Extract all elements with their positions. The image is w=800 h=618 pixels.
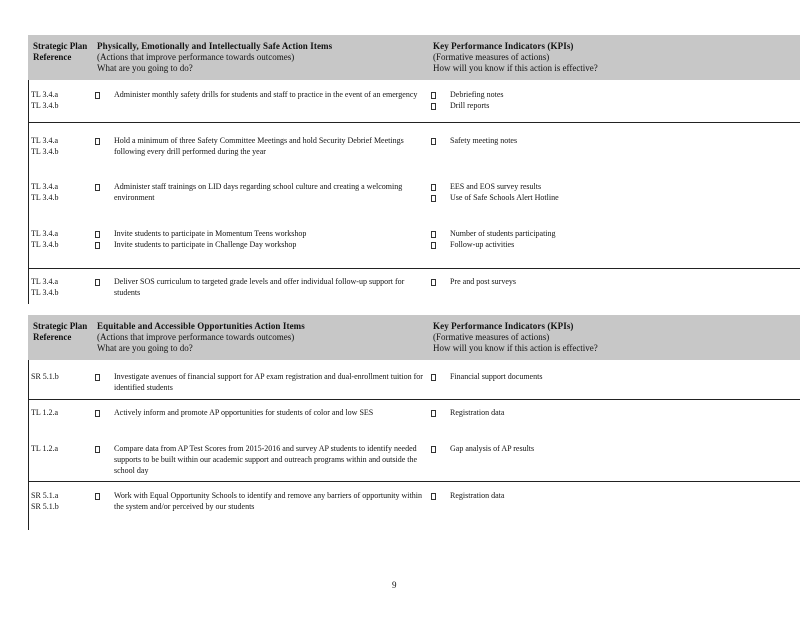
ref-text: TL 1.2.a <box>31 408 59 417</box>
bullet-icon <box>95 490 101 501</box>
kpi-item <box>431 490 681 501</box>
action-item <box>95 490 425 512</box>
action-text: Invite students to participate in Momentum Teens workshop <box>114 229 307 238</box>
safety-action-table <box>28 35 800 297</box>
row-refs <box>31 228 58 250</box>
row-actions <box>95 371 425 393</box>
table-left-border <box>28 360 29 530</box>
bullet-icon <box>431 443 437 454</box>
action-item <box>95 239 425 250</box>
table-header <box>28 35 800 80</box>
header-actions <box>97 41 397 74</box>
header-ref: Strategic Plan Reference <box>33 321 88 342</box>
action-text: Work with Equal Opportunity Schools to identify and remove any barriers of opportunity within the system and/or perceived by our students <box>114 491 422 511</box>
kpi-text: Gap analysis of AP results <box>450 444 535 453</box>
row-actions <box>95 181 425 203</box>
action-text: Administer monthly safety drills for students and staff to practice in the event of an emergency <box>114 90 418 99</box>
kpi-item <box>431 239 681 250</box>
equity-action-table <box>28 315 800 511</box>
row-kpis <box>431 490 681 501</box>
kpi-text: Drill reports <box>450 101 490 110</box>
action-text: Deliver SOS curriculum to targeted grade levels and offer individual follow-up support for students <box>114 277 405 297</box>
kpi-text: Number of students participating <box>450 229 556 238</box>
ref-text: TL 3.4.b <box>31 193 59 202</box>
bullet-icon <box>95 443 101 454</box>
row-kpis <box>431 443 681 454</box>
row-divider <box>28 268 800 269</box>
kpi-text: Debriefing notes <box>450 90 504 99</box>
kpi-item <box>431 276 681 287</box>
kpi-item <box>431 407 681 418</box>
kpi-item <box>431 181 681 192</box>
kpi-item <box>431 192 681 203</box>
ref-text: TL 3.4.b <box>31 147 59 156</box>
bullet-icon <box>95 239 101 250</box>
action-text: Compare data from AP Test Scores from 2015-2016 and survey AP students to identify needed supports to be built within our academic support and outreach programs within and outside the school day <box>114 444 418 475</box>
kpi-item <box>431 89 681 100</box>
header-title: Physically, Emotionally and Intellectually Safe Action Items <box>97 41 333 51</box>
row-divider <box>28 481 800 482</box>
bullet-icon <box>431 239 437 250</box>
row-refs <box>31 276 58 298</box>
bullet-icon <box>95 181 101 192</box>
page-number: 9 <box>392 580 397 590</box>
header-ref: Strategic Plan Reference <box>33 41 88 62</box>
bullet-icon <box>95 407 101 418</box>
bullet-icon <box>431 490 437 501</box>
header-kpi-title: Key Performance Indicators (KPIs) <box>433 321 574 331</box>
bullet-icon <box>431 100 437 111</box>
kpi-text: EES and EOS survey results <box>450 182 542 191</box>
row-kpis <box>431 89 681 111</box>
bullet-icon <box>95 135 101 146</box>
ref-text: TL 3.4.b <box>31 240 59 249</box>
header-question: What are you going to do? <box>97 343 193 353</box>
header-kpi-title: Key Performance Indicators (KPIs) <box>433 41 574 51</box>
table-header <box>28 315 800 360</box>
row-kpis <box>431 181 681 203</box>
action-item <box>95 407 425 418</box>
row-actions <box>95 276 425 298</box>
kpi-item <box>431 443 681 454</box>
header-kpi <box>433 41 633 74</box>
ref-text: TL 1.2.a <box>31 444 59 453</box>
row-actions <box>95 407 425 418</box>
kpi-item <box>431 135 681 146</box>
bullet-icon <box>95 228 101 239</box>
bullet-icon <box>95 371 101 382</box>
kpi-text: Safety meeting notes <box>450 136 518 145</box>
header-subtitle: (Actions that improve performance towards outcomes) <box>97 52 295 62</box>
bullet-icon <box>431 181 437 192</box>
header-actions <box>97 321 397 354</box>
ref-text: SR 5.1.b <box>31 372 59 381</box>
ref-text: SR 5.1.a <box>31 491 59 500</box>
kpi-item <box>431 371 681 382</box>
row-refs <box>31 490 59 512</box>
row-kpis <box>431 228 681 250</box>
ref-text: TL 3.4.a <box>31 277 59 286</box>
ref-text: TL 3.4.b <box>31 101 59 110</box>
kpi-text: Registration data <box>450 491 505 500</box>
action-text: Hold a minimum of three Safety Committee Meetings and hold Security Debrief Meetings following every drill performed during the year <box>114 136 404 156</box>
row-refs <box>31 443 58 454</box>
kpi-text: Follow-up activities <box>450 240 515 249</box>
ref-text: TL 3.4.b <box>31 288 59 297</box>
bullet-icon <box>431 135 437 146</box>
ref-text: TL 3.4.a <box>31 90 59 99</box>
kpi-item <box>431 100 681 111</box>
table-left-border <box>28 80 29 304</box>
row-actions <box>95 89 425 100</box>
header-kpi-question: How will you know if this action is effective? <box>433 63 598 73</box>
header-kpi-subtitle: (Formative measures of actions) <box>433 332 550 342</box>
ref-text: TL 3.4.a <box>31 136 59 145</box>
action-text: Administer staff trainings on LID days regarding school culture and creating a welcoming environment <box>114 182 403 202</box>
kpi-text: Pre and post surveys <box>450 277 516 286</box>
row-kpis <box>431 135 681 146</box>
action-item <box>95 276 425 298</box>
bullet-icon <box>431 371 437 382</box>
row-refs <box>31 371 59 382</box>
row-kpis <box>431 407 681 418</box>
action-text: Actively inform and promote AP opportunities for students of color and low SES <box>114 408 374 417</box>
row-refs <box>31 135 58 157</box>
kpi-item <box>431 228 681 239</box>
kpi-text: Use of Safe Schools Alert Hotline <box>450 193 559 202</box>
ref-text: TL 3.4.a <box>31 182 59 191</box>
action-item <box>95 135 425 157</box>
header-question: What are you going to do? <box>97 63 193 73</box>
ref-text: TL 3.4.a <box>31 229 59 238</box>
action-item <box>95 443 425 476</box>
action-text: Invite students to participate in Challenge Day workshop <box>114 240 297 249</box>
row-divider <box>28 399 800 400</box>
action-item <box>95 181 425 203</box>
action-item <box>95 89 425 100</box>
header-kpi <box>433 321 633 354</box>
row-refs <box>31 89 58 111</box>
header-title: Equitable and Accessible Opportunities Action Items <box>97 321 305 331</box>
bullet-icon <box>95 89 101 100</box>
row-divider <box>28 122 800 123</box>
header-kpi-question: How will you know if this action is effective? <box>433 343 598 353</box>
header-subtitle: (Actions that improve performance towards outcomes) <box>97 332 295 342</box>
header-kpi-subtitle: (Formative measures of actions) <box>433 52 550 62</box>
action-item <box>95 228 425 239</box>
row-kpis <box>431 371 681 382</box>
bullet-icon <box>431 228 437 239</box>
action-item <box>95 371 425 393</box>
row-actions <box>95 228 425 250</box>
action-text: Investigate avenues of financial support for AP exam registration and dual-enrollment tuition for identified students <box>114 372 423 392</box>
row-actions <box>95 443 425 476</box>
ref-text: SR 5.1.b <box>31 502 59 511</box>
kpi-text: Registration data <box>450 408 505 417</box>
row-actions <box>95 490 425 512</box>
bullet-icon <box>95 276 101 287</box>
row-refs <box>31 407 58 418</box>
row-kpis <box>431 276 681 287</box>
kpi-text: Financial support documents <box>450 372 543 381</box>
bullet-icon <box>431 407 437 418</box>
bullet-icon <box>431 192 437 203</box>
bullet-icon <box>431 276 437 287</box>
row-actions <box>95 135 425 157</box>
row-refs <box>31 181 58 203</box>
bullet-icon <box>431 89 437 100</box>
